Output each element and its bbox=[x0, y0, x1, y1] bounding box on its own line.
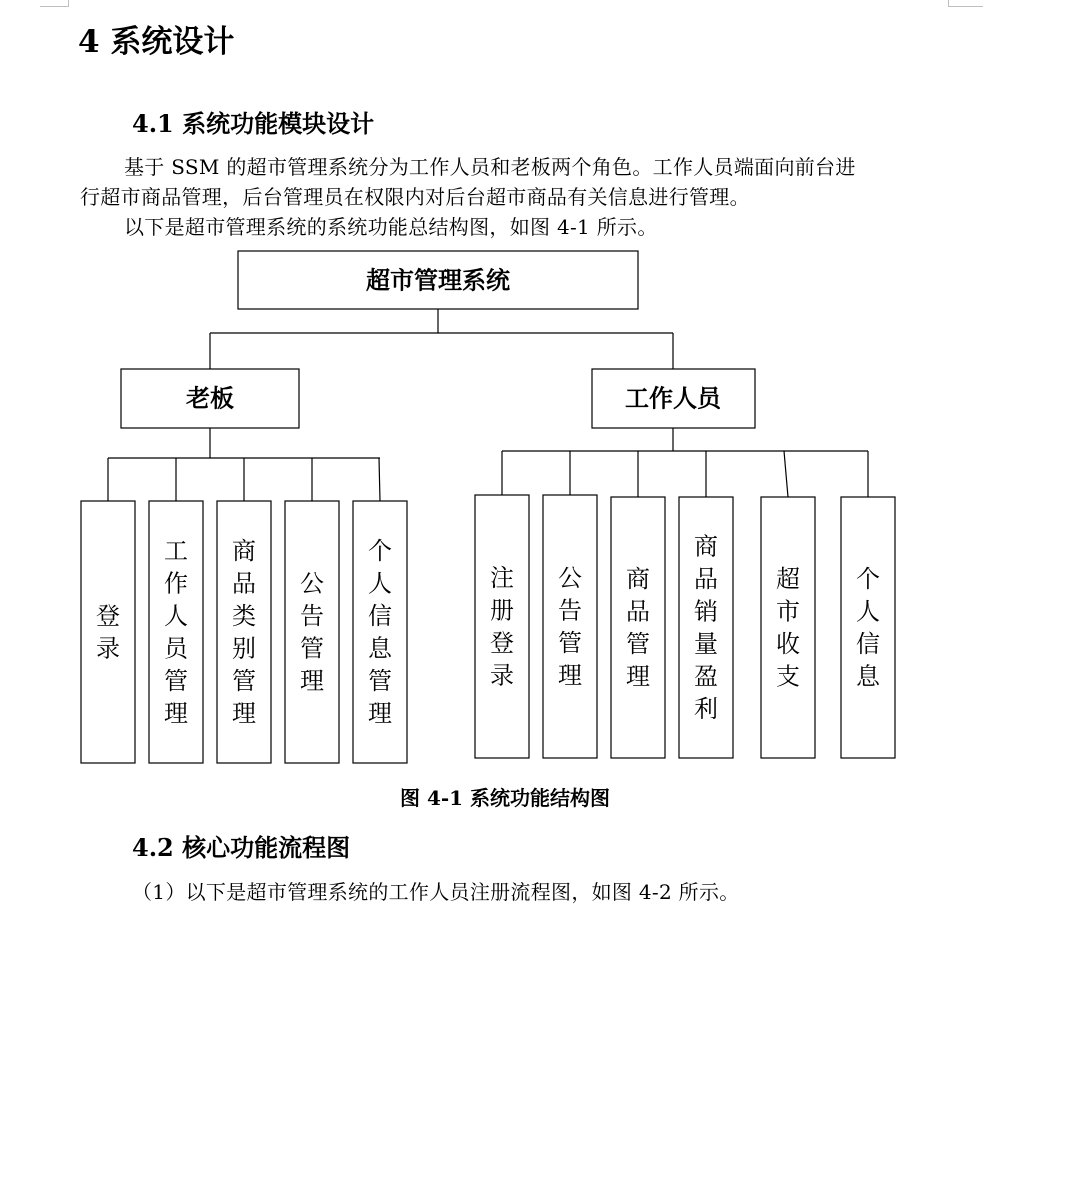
diagram-role-node-boss bbox=[121, 369, 299, 428]
diagram-node-label: 工作人员管理 bbox=[164, 536, 188, 728]
paragraph-line: 行超市商品管理，后台管理员在权限内对后台超市商品有关信息进行管理。 bbox=[80, 185, 750, 209]
diagram-node-label: 公告管理 bbox=[300, 569, 324, 695]
diagram-node-label: 商品销量盈利 bbox=[694, 532, 718, 723]
diagram-node-label: 超市管理系统 bbox=[366, 265, 510, 295]
diagram-node-label: 超市收支 bbox=[776, 564, 800, 691]
diagram-root-node bbox=[238, 251, 638, 309]
section-title-4-1: 4.1 系统功能模块设计 bbox=[132, 109, 375, 138]
diagram-module-node bbox=[761, 497, 815, 758]
figure-caption: 图 4-1 系统功能结构图 bbox=[400, 786, 611, 810]
diagram-module-node bbox=[149, 501, 203, 763]
paragraph-line: （1）以下是超市管理系统的工作人员注册流程图，如图 4-2 所示。 bbox=[132, 880, 740, 904]
paragraph-line: 基于 SSM 的超市管理系统分为工作人员和老板两个角色。工作人员端面向前台进 bbox=[124, 155, 856, 179]
diagram-module-node bbox=[543, 495, 597, 758]
diagram-module-node bbox=[611, 497, 665, 758]
diagram-node-label: 商品管理 bbox=[626, 564, 650, 691]
diagram-module-node bbox=[217, 501, 271, 763]
section-title-4-2: 4.2 核心功能流程图 bbox=[132, 833, 351, 862]
diagram-node-label: 老板 bbox=[186, 383, 234, 413]
paragraph-line: 以下是超市管理系统的系统功能总结构图，如图 4-1 所示。 bbox=[124, 215, 658, 239]
diagram-module-node bbox=[475, 495, 529, 758]
diagram-module-node bbox=[81, 501, 135, 763]
chapter-title: 4 系统设计 bbox=[78, 24, 235, 60]
diagram-module-node bbox=[285, 501, 339, 763]
diagram-node-label: 公告管理 bbox=[558, 563, 582, 690]
diagram-node-label: 登录 bbox=[96, 601, 120, 663]
diagram-node-label: 个人信息管理 bbox=[368, 536, 392, 728]
diagram-node-label: 商品类别管理 bbox=[232, 536, 256, 728]
diagram-role-node-staff bbox=[592, 369, 755, 428]
diagram-module-node bbox=[679, 497, 733, 758]
diagram-node-label: 个人信息 bbox=[856, 564, 880, 691]
diagram-module-node bbox=[353, 501, 407, 763]
diagram-node-label: 注册登录 bbox=[490, 563, 514, 690]
diagram-node-label: 工作人员 bbox=[625, 383, 721, 413]
diagram-module-node bbox=[841, 497, 895, 758]
